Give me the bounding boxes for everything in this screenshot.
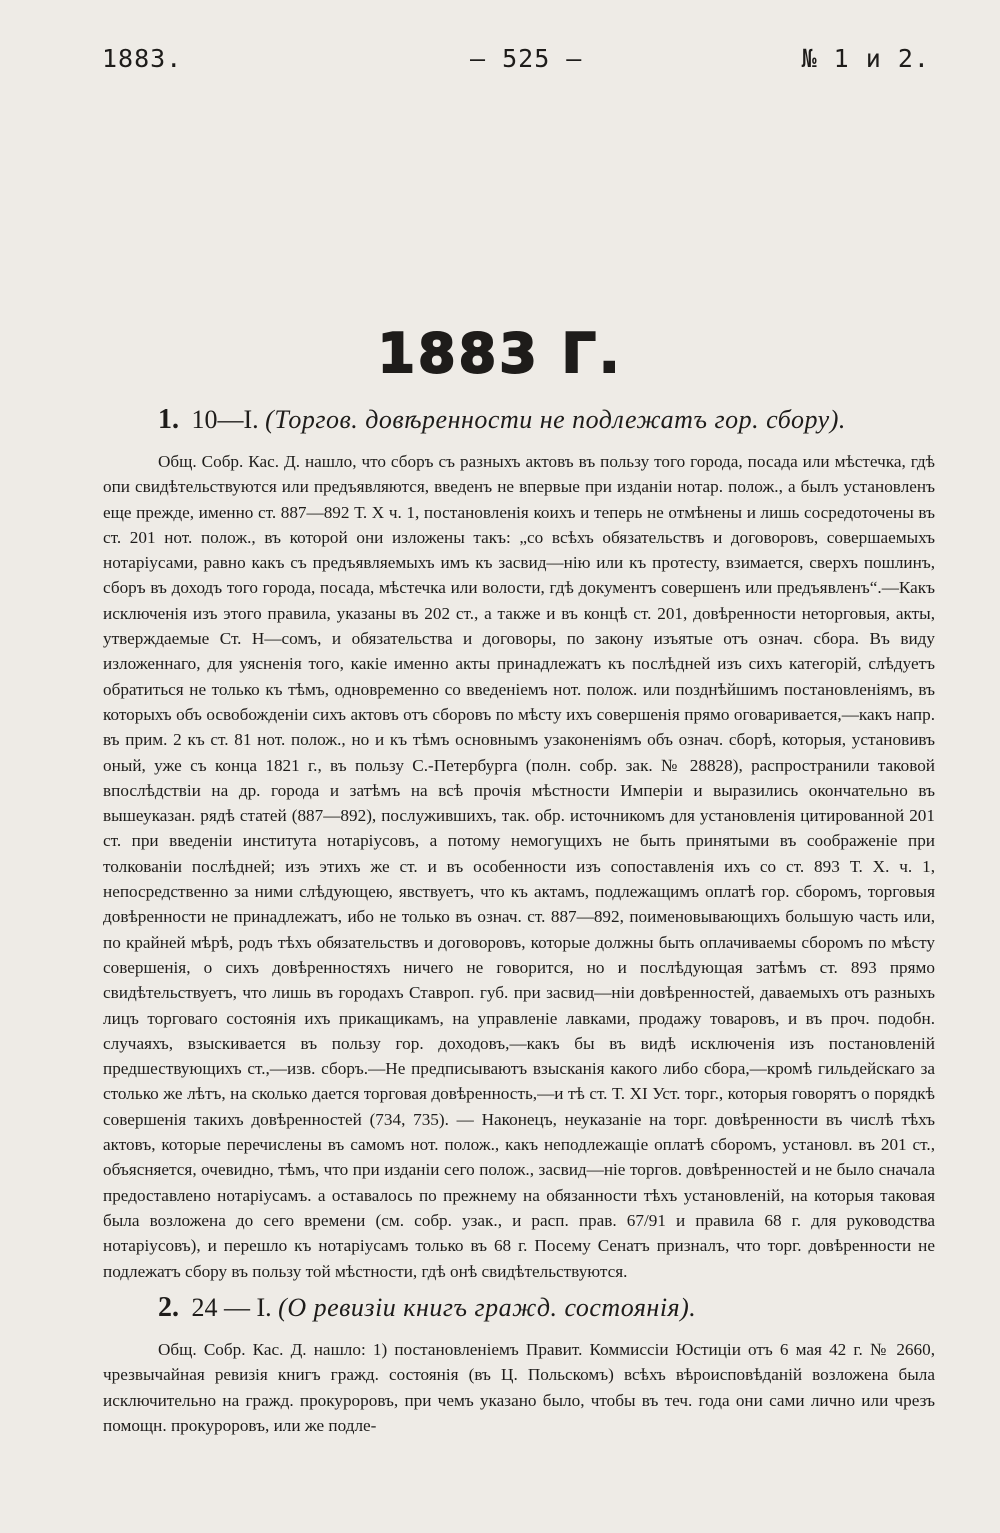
section-2-text: Общ. Собр. Кас. Д. нашло: 1) постановленіемъ Правит. Коммиссіи Юстиціи отъ 6 мая 42 г. № 2660, чрезвычайная ревизія книгъ гражд. состоянія (въ Ц. Польскомъ) всѣхъ вѣроисповѣданій возложена была исключительно на гражд. прокуроровъ, при чемъ указано было, чтобы въ теч. года они сами лично или чрезъ помощн. прокуроровъ, или же подле-: [103, 1340, 935, 1435]
section-1-title: (Торгов. довѣренности не подлежатъ гор. сбору).: [265, 405, 846, 434]
header-issue-number: № 1 и 2.: [801, 44, 930, 73]
header-page-number: — 525 —: [470, 44, 583, 73]
section-2-number: 2.: [158, 1292, 179, 1323]
section-1-text: Общ. Собр. Кас. Д. нашло, что сборъ съ разныхъ актовъ въ пользу того города, посада или мѣстечка, гдѣ опи свидѣтельствуются или предъявляются, введенъ не впервые при изданіи нотар. полож., а былъ установленъ еще прежде, именно ст. 887—892 Т. X ч. 1, постановленія коихъ и теперь не отмѣнены и лишь сосредоточены въ ст. 201 нот. полож., въ которой они изложены такъ: „со всѣхъ обязательствъ и договоровъ, совершаемыхъ нотаріусами, равно какъ съ предъявляемыхъ имъ къ засвид—нію или къ протесту, взимается, сверхъ пошлинъ, сборъ въ доходъ того города, посада, мѣстечка или волости, гдѣ документъ совершенъ или предъявленъ“.—Какъ исключенія изъ этого правила, указаны въ 202 ст., а также и въ концѣ ст. 201, довѣренности неторговыя, акты, утверждаемые Ст. Н—сомъ, и обязательства и договоры, по закону изъятые отъ означ. сбора. Въ виду изложеннаго, для уясненія того, какіе именно акты принадлежатъ къ послѣдней изъ сихъ категорій, слѣдуетъ обратиться не только къ тѣмъ, одновременно со введеніемъ нот. полож. или позднѣйшимъ постановленіямъ, въ которыхъ объ освобожденіи сихъ актовъ отъ сборовъ по мѣсту ихъ совершенія прямо оговаривается,—какъ напр. въ прим. 2 къ ст. 81 нот. полож., но и къ тѣмъ основнымъ узаконеніямъ объ означ. сборѣ, которыя, установивъ оный, уже съ конца 1821 г., въ пользу С.-Петербурга (полн. собр. зак. № 28828), распространили таковой впослѣдствіи на др. города и затѣмъ на всѣ прочія мѣстности Имперіи и выразились окончательно въ вышеуказан. рядѣ статей (887—892), послужившихъ, так. обр. источникомъ для установленія цитированной 201 ст. при введеніи института нотаріусовъ, а потому немогущихъ не быть принятыми въ соображеніе при толкованіи послѣдней; изъ этихъ же ст. и въ особенности изъ сопоставленія ихъ со ст. 893 Т. X. ч. 1, непосредственно за ними слѣдующею, явствуетъ, что къ актамъ, подлежащимъ оплатѣ гор. сборомъ, торговыя довѣренности не принадлежатъ, ибо не только въ означ. ст. 887—892, поименовывающихъ большую часть или, по крайней мѣрѣ, родъ тѣхъ обязательствъ и договоровъ, которые должны быть оплачиваемы сборомъ по мѣсту совершенія, о сихъ довѣренностяхъ ничего не говорится, но и послѣдующая затѣмъ ст. 893 прямо свидѣтельствуетъ, что лишь въ городахъ Ставроп. губ. при засвид—ніи довѣренностей, даваемыхъ отъ разныхъ лицъ торговаго состоянія ихъ прикащикамъ, на управленіе лавками, продажу товаровъ, и въ проч. подобн. случаяхъ, взыскивается въ пользу гор. доходовъ,—какъ бы въ видѣ исключенія изъ постановленій предшествующихъ ст.,—изв. сборъ.—Не предписываютъ взысканія какого либо сбора,—кромѣ гильдейскаго за столько же лѣтъ, на сколько дается торговая довѣренность,—и тѣ ст. Т. XI Уст. торг., которыя говорятъ о порядкѣ совершенія такихъ довѣренностей (734, 735). — Наконецъ, неуказаніе на торг. довѣренности въ числѣ тѣхъ актовъ, которые перечислены въ самомъ нот. полож., какъ неподлежащіе оплатѣ сборомъ, установл. въ 201 ст., объясняется, очевидно, тѣмъ, что при изданіи сего полож., засвид—ніе торгов. довѣренностей и не было сначала предоставлено нотаріусамъ. а оставалось по прежнему на обязанности тѣхъ установленій, на которыя таковая была возложена до сего времени (см. собр. узак., и расп. прав. 67/91 и правила 68 г. для руководства нотаріусовъ), и перешло къ нотаріусамъ только въ 68 г. Посему Сенатъ призналъ, что торг. довѣренности не подлежатъ сбору въ пользу той мѣстности, гдѣ онѣ свидѣтельствуются.: [103, 452, 935, 1281]
section-2-heading: [158, 1292, 958, 1324]
running-header: [102, 44, 930, 78]
section-2-title: (О ревизіи книгъ гражд. состоянія).: [278, 1293, 697, 1322]
section-1-date: 10—I.: [191, 405, 259, 434]
section-2-date: 24 — I.: [191, 1293, 272, 1322]
section-1-heading: [158, 404, 958, 436]
section-2-body: [103, 1337, 935, 1438]
section-1-number: 1.: [158, 404, 179, 435]
page-title: 1883 Г.: [377, 322, 623, 385]
header-year: 1883.: [102, 44, 183, 73]
section-1-body: [103, 449, 935, 1284]
